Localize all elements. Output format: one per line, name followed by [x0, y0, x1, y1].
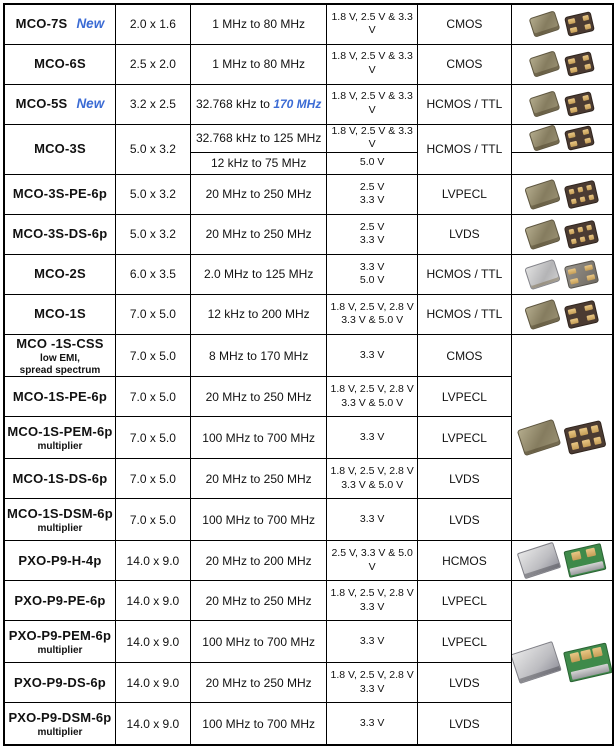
- model-name: PXO-P9-DSM-6p: [8, 709, 112, 725]
- chip-pad: [577, 226, 584, 233]
- voltage-line: 3.3 V: [359, 716, 385, 729]
- output-cell: LVPECL: [417, 581, 511, 621]
- chip-pad: [585, 547, 596, 557]
- model-name-line: [7, 552, 113, 570]
- model-name-line: [7, 95, 113, 113]
- chip-bottom-view-photo: [564, 51, 595, 77]
- chip-pad: [568, 58, 575, 64]
- voltage-line: 1.8 V, 2.5 V & 3.3 V: [331, 50, 413, 76]
- new-badge: New: [76, 96, 105, 112]
- frequency-cell: 20 MHz to 250 MHz: [190, 174, 327, 214]
- frequency-cell: 20 MHz to 250 MHz: [190, 663, 327, 703]
- size-cell: 2.5 x 2.0: [115, 44, 190, 84]
- chip-pad: [579, 236, 586, 243]
- table-row: [4, 214, 613, 254]
- size-cell: 7.0 x 5.0: [115, 417, 190, 459]
- package-photo: [514, 128, 610, 148]
- chip-pad: [568, 188, 575, 195]
- chip-pad: [590, 425, 599, 433]
- package-photo: [514, 303, 610, 326]
- package-image-cell: [511, 254, 613, 294]
- chip-pad: [584, 304, 593, 311]
- chip-bottom-view-photo: [564, 91, 595, 117]
- model-name: MCO-2S: [34, 266, 86, 282]
- chip-top-view-photo: [524, 179, 561, 210]
- chip-bottom-view-photo: [563, 543, 606, 578]
- voltage-line: 5.0 V: [359, 274, 385, 287]
- table-row: [4, 294, 613, 334]
- size-cell: 3.2 x 2.5: [115, 84, 190, 124]
- table-row: [4, 581, 613, 621]
- model-name: MCO-3S: [34, 141, 86, 157]
- voltage-cell: [327, 84, 417, 124]
- voltage-line: 2.5 V: [359, 180, 385, 193]
- chip-pad: [584, 103, 591, 109]
- chip-pad: [569, 652, 580, 663]
- chip-top-view-photo: [524, 219, 561, 250]
- frequency-cell: 1 MHz to 80 MHz: [190, 44, 327, 84]
- size-cell: 5.0 x 3.2: [115, 214, 190, 254]
- chip-pad: [570, 317, 579, 324]
- chip-top-view-photo: [529, 11, 561, 38]
- size-cell: 6.0 x 3.5: [115, 254, 190, 294]
- model-sub-label-line: low EMI,: [39, 353, 80, 365]
- frequency-cell: 2.0 MHz to 125 MHz: [190, 254, 327, 294]
- voltage-cell: [327, 377, 417, 417]
- package-image-cell: [511, 174, 613, 214]
- chip-bottom-view-photo: [564, 125, 595, 151]
- package-photo: [514, 14, 610, 34]
- chip-top-view-photo: [529, 124, 561, 151]
- frequency-cell: 100 MHz to 700 MHz: [190, 499, 327, 541]
- voltage-cell: [327, 334, 417, 377]
- frequency-cell: 8 MHz to 170 MHz: [190, 334, 327, 377]
- model-sub-label-line: multiplier: [37, 523, 83, 535]
- size-cell: 14.0 x 9.0: [115, 621, 190, 663]
- size-cell: 14.0 x 9.0: [115, 703, 190, 745]
- output-cell: LVDS: [417, 459, 511, 499]
- voltage-cell: [327, 459, 417, 499]
- model-cell: [4, 703, 115, 745]
- chip-bottom-view-photo: [564, 260, 599, 289]
- model-name-line: [7, 265, 113, 283]
- chip-top-view-photo: [524, 259, 561, 290]
- table-row: [4, 4, 613, 44]
- model-cell: [4, 499, 115, 541]
- chip-pad: [584, 24, 591, 30]
- model-name: MCO-3S-DS-6p: [12, 226, 108, 242]
- output-cell: HCMOS / TTL: [417, 294, 511, 334]
- chip-pad: [577, 186, 584, 193]
- chip-top-view-photo: [517, 542, 561, 579]
- table-row: [4, 124, 613, 152]
- size-cell: 7.0 x 5.0: [115, 294, 190, 334]
- voltage-line: 3.3 V & 5.0 V: [341, 396, 404, 409]
- voltage-line: 1.8 V, 2.5 V, 2.8 V: [330, 300, 414, 313]
- size-cell: 7.0 x 5.0: [115, 334, 190, 377]
- model-sub-label: [7, 727, 113, 739]
- model-sub-label-line: multiplier: [37, 727, 83, 739]
- voltage-cell: [327, 663, 417, 703]
- chip-pad: [586, 224, 593, 231]
- model-cell: [4, 294, 115, 334]
- table-body: [4, 4, 613, 745]
- size-cell: 14.0 x 9.0: [115, 581, 190, 621]
- chip-pad: [586, 314, 595, 321]
- output-cell: HCMOS: [417, 541, 511, 581]
- model-name-line: [7, 55, 113, 73]
- voltage-line: 3.3 V: [359, 348, 385, 361]
- output-cell: LVPECL: [417, 417, 511, 459]
- model-name: MCO -1S-CSS: [16, 335, 104, 351]
- output-cell: LVDS: [417, 703, 511, 745]
- package-image-cell: [511, 541, 613, 581]
- output-cell: HCMOS / TTL: [417, 124, 511, 174]
- chip-pad: [570, 277, 579, 284]
- frequency-cell: 100 MHz to 700 MHz: [190, 621, 327, 663]
- output-cell: LVPECL: [417, 174, 511, 214]
- table-row: [4, 174, 613, 214]
- output-cell: LVDS: [417, 499, 511, 541]
- package-image-cell: [511, 124, 613, 152]
- model-sub-label: [7, 441, 113, 453]
- model-cell: [4, 214, 115, 254]
- voltage-cell: [327, 254, 417, 294]
- model-cell: [4, 377, 115, 417]
- chip-pad: [568, 430, 577, 438]
- voltage-line: 3.3 V: [359, 682, 385, 695]
- model-cell: [4, 663, 115, 703]
- chip-pad: [568, 228, 575, 235]
- model-name-line: [7, 470, 113, 488]
- model-cell: [4, 84, 115, 124]
- model-cell: [4, 4, 115, 44]
- chip-pad: [570, 107, 577, 113]
- model-name: MCO-1S: [34, 306, 86, 322]
- chip-top-view-photo: [524, 299, 561, 330]
- voltage-cell: [327, 4, 417, 44]
- size-cell: 7.0 x 5.0: [115, 459, 190, 499]
- model-cell: [4, 459, 115, 499]
- model-sub-label: [7, 353, 113, 376]
- voltage-cell: [327, 541, 417, 581]
- voltage-line: 2.5 V, 3.3 V & 5.0 V: [331, 547, 413, 573]
- chip-pad: [570, 141, 577, 147]
- frequency-cell: 20 MHz to 250 MHz: [190, 459, 327, 499]
- chip-pad: [588, 234, 595, 241]
- model-cell: [4, 541, 115, 581]
- package-photo: [514, 183, 610, 206]
- model-name: PXO-P9-PEM-6p: [8, 627, 112, 643]
- voltage-cell: [327, 44, 417, 84]
- chip-pad: [571, 442, 580, 450]
- frequency-cell: 100 MHz to 700 MHz: [190, 703, 327, 745]
- model-name: PXO-P9-DS-6p: [13, 675, 106, 691]
- voltage-line: 3.3 V: [359, 194, 385, 207]
- model-cell: [4, 334, 115, 377]
- voltage-cell: [327, 174, 417, 214]
- voltage-line: 3.3 V: [359, 513, 385, 526]
- voltage-line: 3.3 V: [359, 234, 385, 247]
- size-cell: 5.0 x 3.2: [115, 124, 190, 174]
- voltage-cell: [327, 214, 417, 254]
- model-name: MCO-5S: [15, 96, 68, 112]
- package-image-cell: [511, 294, 613, 334]
- chip-top-view-photo: [517, 419, 561, 456]
- model-name: MCO-7S: [15, 16, 68, 32]
- frequency-text: 32.768 kHz to: [195, 97, 274, 111]
- chip-pad: [571, 551, 582, 561]
- output-cell: LVPECL: [417, 621, 511, 663]
- package-image-cell: [511, 4, 613, 44]
- output-cell: CMOS: [417, 44, 511, 84]
- voltage-cell: [327, 581, 417, 621]
- package-photo: [514, 263, 610, 286]
- model-cell: [4, 417, 115, 459]
- chip-pad: [570, 198, 577, 205]
- voltage-line: 1.8 V, 2.5 V & 3.3 V: [331, 124, 413, 151]
- voltage-line: 1.8 V, 2.5 V, 2.8 V: [330, 587, 414, 600]
- table-row: [4, 541, 613, 581]
- chip-pad: [586, 274, 595, 281]
- frequency-cell: 20 MHz to 200 MHz: [190, 541, 327, 581]
- voltage-line: 3.3 V & 5.0 V: [341, 478, 404, 491]
- chip-bottom-view-photo: [564, 220, 599, 249]
- model-name: MCO-3S-PE-6p: [12, 186, 108, 202]
- voltage-cell: [327, 152, 417, 174]
- package-image-cell: [511, 44, 613, 84]
- model-name: MCO-1S-DSM-6p: [7, 505, 113, 521]
- frequency-cell: 20 MHz to 250 MHz: [190, 214, 327, 254]
- voltage-cell: [327, 499, 417, 541]
- voltage-line: 1.8 V, 2.5 V, 2.8 V: [330, 465, 414, 478]
- voltage-line: 3.3 V: [359, 600, 385, 613]
- frequency-cell: 20 MHz to 250 MHz: [190, 581, 327, 621]
- model-name-line: [7, 709, 113, 727]
- size-cell: 7.0 x 5.0: [115, 499, 190, 541]
- chip-bottom-view-photo: [564, 180, 599, 209]
- package-image-cell: [511, 581, 613, 745]
- model-name-line: [7, 674, 113, 692]
- model-name: PXO-P9-PE-6p: [14, 593, 106, 609]
- frequency-cell: 1 MHz to 80 MHz: [190, 4, 327, 44]
- chip-pad: [582, 15, 589, 21]
- package-image-cell: [511, 214, 613, 254]
- package-photo: [514, 223, 610, 246]
- chip-bottom-view-photo: [563, 420, 606, 455]
- model-cell: [4, 581, 115, 621]
- voltage-cell: [327, 124, 417, 152]
- output-cell: CMOS: [417, 334, 511, 377]
- chip-top-view-photo: [511, 641, 561, 684]
- chip-pad: [588, 194, 595, 201]
- model-cell: [4, 254, 115, 294]
- model-sub-label-line: multiplier: [37, 645, 83, 657]
- package-image-cell: [511, 84, 613, 124]
- table-row: [4, 44, 613, 84]
- chip-pad: [579, 428, 588, 436]
- chip-pad: [568, 98, 575, 104]
- size-cell: 14.0 x 9.0: [115, 541, 190, 581]
- oscillator-product-table: [3, 3, 614, 746]
- model-sub-label-line: multiplier: [37, 441, 83, 453]
- chip-pad: [584, 138, 591, 144]
- voltage-line: 3.3 V: [359, 260, 385, 273]
- chip-pad: [582, 129, 589, 135]
- chip-pad: [582, 439, 591, 447]
- model-cell: [4, 621, 115, 663]
- frequency-cell: 100 MHz to 700 MHz: [190, 417, 327, 459]
- voltage-line: 2.5 V: [359, 220, 385, 233]
- model-name-line: [7, 335, 113, 353]
- voltage-line: 1.8 V, 2.5 V, 2.8 V: [330, 669, 414, 682]
- chip-pad: [592, 647, 603, 658]
- size-cell: 14.0 x 9.0: [115, 663, 190, 703]
- model-name-line: [7, 423, 113, 441]
- chip-pad: [568, 132, 575, 138]
- chip-pad: [568, 308, 577, 315]
- package-photo: [514, 424, 610, 451]
- model-name-line: [7, 140, 113, 158]
- model-name-line: [7, 225, 113, 243]
- output-cell: CMOS: [417, 4, 511, 44]
- voltage-line: 3.3 V & 5.0 V: [341, 314, 404, 327]
- chip-pad: [584, 63, 591, 69]
- chip-pad: [570, 27, 577, 33]
- output-cell: HCMOS / TTL: [417, 84, 511, 124]
- size-cell: 7.0 x 5.0: [115, 377, 190, 417]
- model-cell: [4, 44, 115, 84]
- size-cell: 2.0 x 1.6: [115, 4, 190, 44]
- chip-pad: [584, 264, 593, 271]
- voltage-line: 3.3 V: [359, 431, 385, 444]
- chip-top-view-photo: [529, 50, 561, 77]
- output-cell: LVPECL: [417, 377, 511, 417]
- voltage-cell: [327, 703, 417, 745]
- frequency-cell: 12 kHz to 200 MHz: [190, 294, 327, 334]
- voltage-cell: [327, 294, 417, 334]
- chip-pad: [568, 18, 575, 24]
- model-cell: [4, 124, 115, 174]
- voltage-line: 5.0 V: [359, 156, 385, 169]
- model-sub-label: [7, 645, 113, 657]
- model-name: MCO-6S: [34, 56, 86, 72]
- chip-pad: [582, 95, 589, 101]
- package-photo: [514, 647, 610, 678]
- output-cell: LVDS: [417, 663, 511, 703]
- chip-pad: [579, 196, 586, 203]
- model-sub-label-line: spread spectrum: [19, 364, 101, 376]
- voltage-line: 3.3 V: [359, 635, 385, 648]
- voltage-cell: [327, 621, 417, 663]
- frequency-highlight-text: 170 MHz: [273, 97, 322, 111]
- chip-pad: [593, 437, 602, 445]
- model-name-line: [7, 592, 113, 610]
- size-cell: 5.0 x 3.2: [115, 174, 190, 214]
- chip-bottom-view-photo: [564, 300, 599, 329]
- model-name-line: [7, 388, 113, 406]
- model-name-line: [7, 15, 113, 33]
- frequency-cell: 20 MHz to 250 MHz: [190, 377, 327, 417]
- model-cell: [4, 174, 115, 214]
- chip-pad: [568, 268, 577, 275]
- model-name-line: [7, 185, 113, 203]
- package-photo: [514, 547, 610, 574]
- table-row: [4, 84, 613, 124]
- voltage-cell: [327, 417, 417, 459]
- frequency-cell: 32.768 kHz to 125 MHz: [190, 124, 327, 152]
- chip-pad: [570, 67, 577, 73]
- frequency-cell: 12 kHz to 75 MHz: [190, 152, 327, 174]
- chip-top-view-photo: [529, 90, 561, 117]
- output-cell: LVDS: [417, 214, 511, 254]
- model-name: PXO-P9-H-4p: [18, 553, 102, 569]
- model-name-line: [7, 305, 113, 323]
- new-badge: New: [76, 16, 105, 32]
- chip-pad: [586, 184, 593, 191]
- chip-bottom-view-photo: [563, 643, 613, 683]
- model-sub-label: [7, 523, 113, 535]
- chip-pad: [570, 238, 577, 245]
- model-name: MCO-1S-PEM-6p: [7, 423, 113, 439]
- package-photo: [514, 54, 610, 74]
- voltage-line: 1.8 V, 2.5 V, 2.8 V: [330, 383, 414, 396]
- package-photo: [514, 94, 610, 114]
- chip-pad: [582, 55, 589, 61]
- frequency-cell: [190, 84, 327, 124]
- model-name-line: [7, 505, 113, 523]
- chip-pad: [581, 649, 592, 660]
- output-cell: HCMOS / TTL: [417, 254, 511, 294]
- voltage-line: 1.8 V, 2.5 V & 3.3 V: [331, 90, 413, 116]
- voltage-line: 1.8 V, 2.5 V & 3.3 V: [331, 10, 413, 37]
- chip-bottom-view-photo: [564, 11, 595, 37]
- model-name: MCO-1S-PE-6p: [12, 389, 108, 405]
- table-row: [4, 334, 613, 377]
- model-name: MCO-1S-DS-6p: [12, 471, 108, 487]
- model-name-line: [7, 627, 113, 645]
- table-row: [4, 254, 613, 294]
- package-image-cell: [511, 334, 613, 541]
